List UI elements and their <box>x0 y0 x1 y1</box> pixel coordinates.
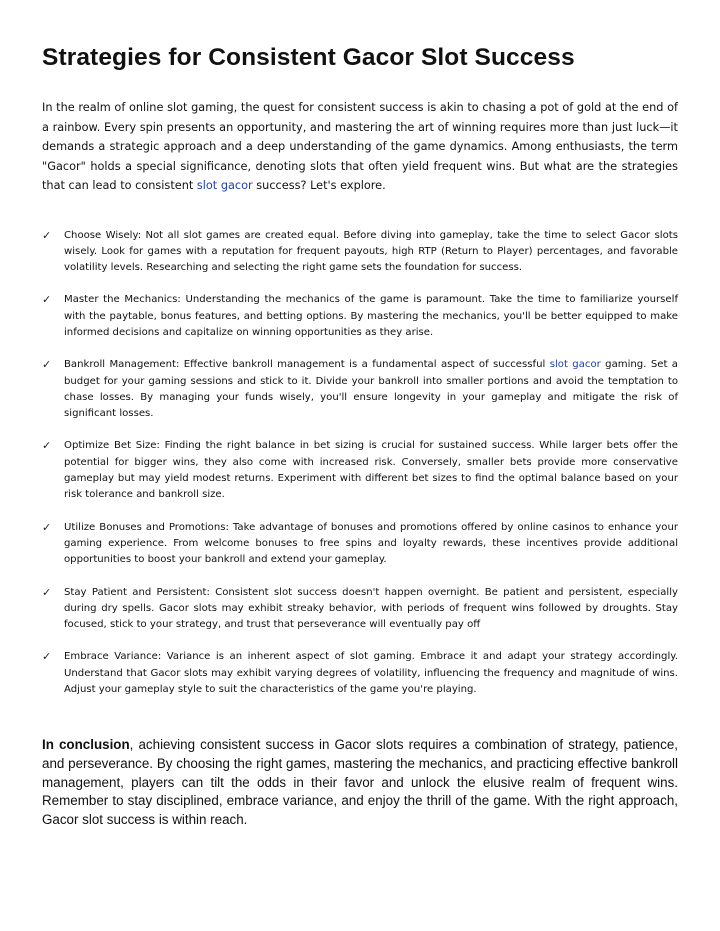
list-item <box>42 357 678 422</box>
check-icon: ✓ <box>42 520 52 534</box>
list-item-text: Utilize Bonuses and Promotions: Take advantage of bonuses and promotions offered by online casinos to enhance your gaming experience. From welcome bonuses to free spins and loyalty rewards, these incentives provide additional opportunities to boost your bankroll and extend your gameplay. <box>64 521 678 566</box>
list-item-text: Master the Mechanics: Understanding the mechanics of the game is paramount. Take the time to familiarize yourself with the paytable, bonus features, and betting options. By mastering the mechanics, you'll be better equipped to make informed decisions and capitalize on winning opportunities as they arise. <box>64 294 678 338</box>
list-item <box>42 228 678 277</box>
list-item <box>42 585 678 634</box>
list-item <box>42 438 678 503</box>
slot-gacor-link[interactable]: slot gacor <box>196 179 253 192</box>
page-title: Strategies for Consistent Gacor Slot Success <box>42 44 575 71</box>
list-item-text-end: gaming. Set a budget for your gaming sessions and stick to it. Divide your bankroll into smaller portions and avoid the temptation to chase losses. By managing your funds wisely, you'll ensure longevity in your gameplay and mitigate the risk of significant losses. <box>64 359 678 420</box>
list-item-text: Choose Wisely: Not all slot games are created equal. Before diving into gameplay, take the time to select Gacor slots wisely. Look for games with a reputation for frequent payouts, high RTP (Return to Player) percentages, and favorable volatility levels. Researching and selecting the right game sets the foundation for success. <box>64 229 678 274</box>
list-item-text: Stay Patient and Persistent: Consistent slot success doesn't happen overnight. Be patient and persistent, especially during dry spells. Gacor slots may exhibit streaky behavior, with periods of frequent wins followed by droughts. Stay focused, stick to your strategy, and trust that perseverance will eventually pay off <box>64 586 678 631</box>
conclusion-lead: In conclusion <box>42 737 130 753</box>
intro-paragraph <box>42 98 678 196</box>
check-icon: ✓ <box>42 439 52 453</box>
list-item-text: Embrace Variance: Variance is an inherent aspect of slot gaming. Embrace it and adapt your strategy accordingly. Understand that Gacor slots may exhibit varying degrees of volatility, influencing the frequency and magnitude of wins. Adjust your gameplay style to suit the characteristics of the game you're playing. <box>64 651 678 696</box>
strategy-list <box>42 228 678 699</box>
intro-text-end: success? Let's explore. <box>252 179 386 192</box>
document-page <box>42 44 678 829</box>
list-item-text: Optimize Bet Size: Finding the right balance in bet sizing is crucial for sustained success. While larger bets offer the potential for bigger wins, they also come with increased risk. Conversely, smaller bets provide more conservative gameplay but may yield modest returns. Experiment with different bet sizes to find the optimal balance based on your risk tolerance and bankroll size. <box>64 440 678 501</box>
conclusion-paragraph <box>42 736 678 829</box>
conclusion-text: , achieving consistent success in Gacor slots requires a combination of strategy, patience, and perseverance. By choosing the right games, mastering the mechanics, and practicing effective bankroll management, players can tilt the odds in their favor and unlock the elusive realm of frequent wins. Remember to stay disciplined, embrace variance, and enjoy the thrill of the game. With the right approach, Gacor slot success is within reach. <box>42 737 678 827</box>
intro-text: In the realm of online slot gaming, the quest for consistent success is akin to chasing a pot of gold at the end of a rainbow. Every spin presents an opportunity, and mastering the art of winning requires more than just luck—it demands a strategic approach and a deep understanding of the game dynamics. Among enthusiasts, the term "Gacor" holds a special significance, denoting slots that often yield frequent wins. But what are the strategies that can lead to consistent <box>42 101 678 192</box>
list-item <box>42 520 678 569</box>
slot-gacor-link[interactable]: slot gacor <box>549 359 601 371</box>
list-item-text: Bankroll Management: Effective bankroll management is a fundamental aspect of successful <box>64 359 550 371</box>
check-icon: ✓ <box>42 293 52 307</box>
list-item <box>42 649 678 698</box>
check-icon: ✓ <box>42 358 52 372</box>
check-icon: ✓ <box>42 585 52 599</box>
check-icon: ✓ <box>42 228 52 242</box>
check-icon: ✓ <box>42 650 52 664</box>
list-item <box>42 292 678 341</box>
